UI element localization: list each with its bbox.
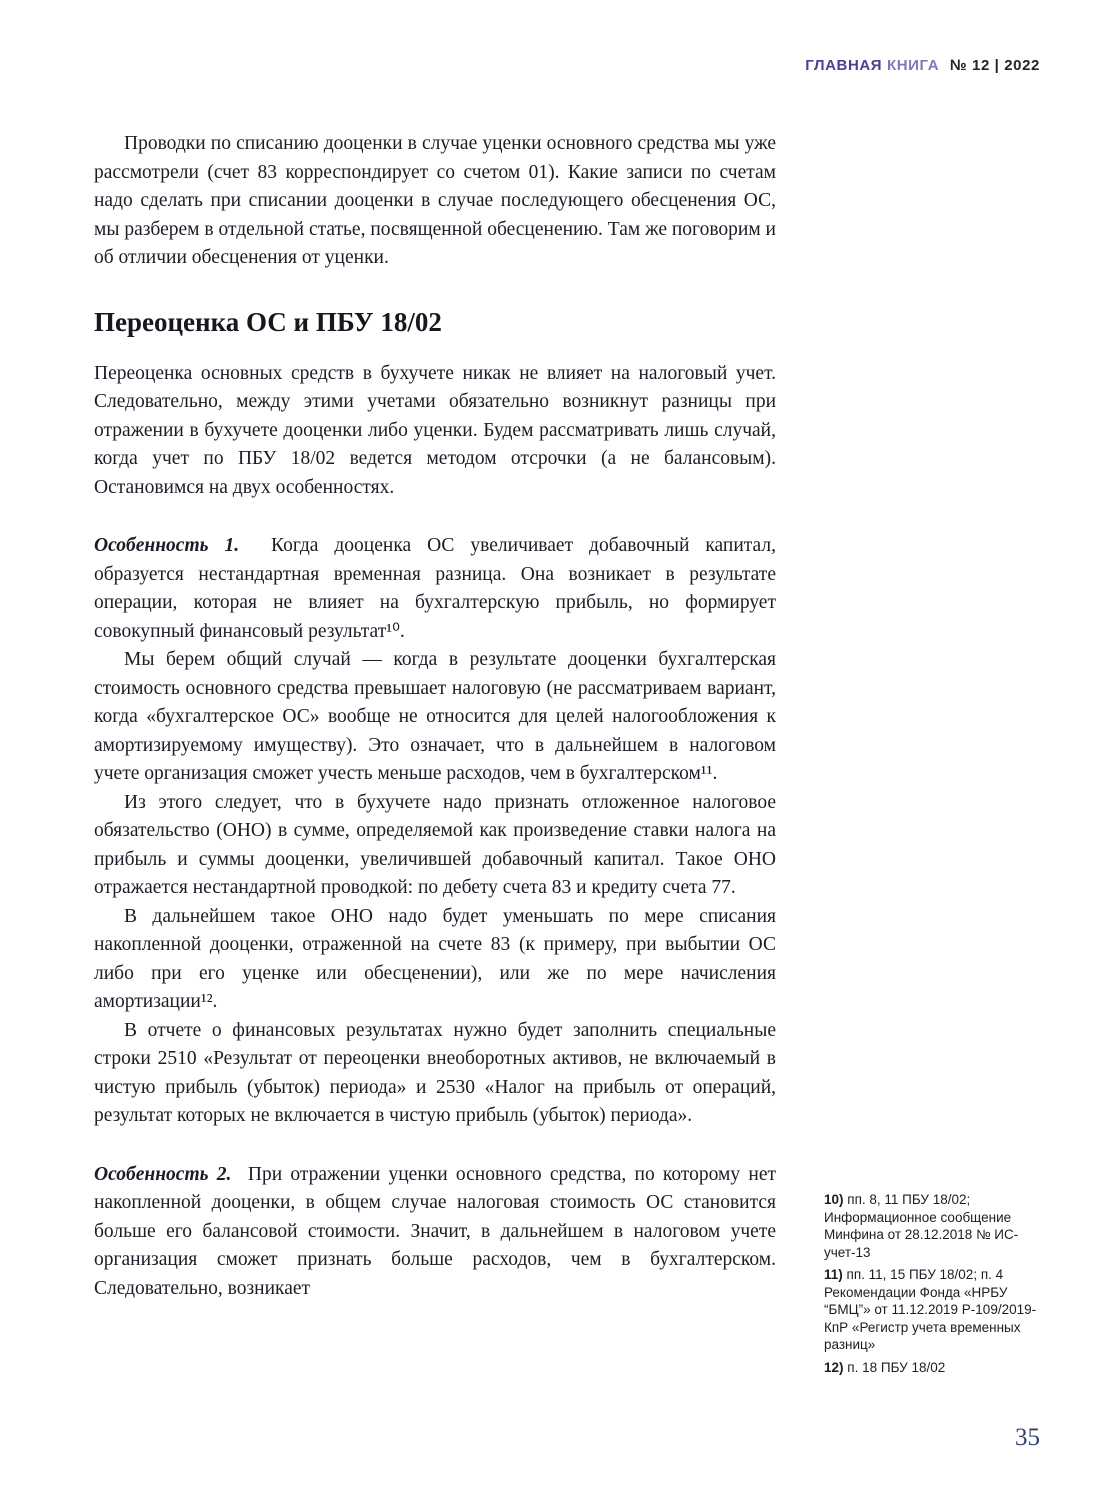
- feature-1-text: Когда дооценка ОС увеличивает добавочный капитал, образуется нестандартная временная разница. Она возникает в результате операции, которая не влияет на бухгалтерскую прибыль, но формирует совокупный финансовый результат¹⁰.: [94, 535, 776, 642]
- intro-paragraph: Проводки по списанию дооценки в случае уценки основного средства мы уже рассмотрели (счет 83 корреспондирует со счетом 01). Какие записи по счетам надо сделать при списании дооценки в случае последующего обесценения ОС, мы разберем в отдельной статье, посвященной обесценению. Там же поговорим и об отличии обесценения от уценки.: [94, 133, 776, 268]
- issue-number: № 12 | 2022: [949, 57, 1040, 74]
- feature-2-text: При отражении уценки основного средства, по которому нет накопленной дооценки, в общем случае налоговая стоимость ОС становится больше его балансовой стоимости. Значит, в дальнейшем в налоговом учете организация сможет признать больше расходов, чем в бухгалтерском. Следовательно, возникает: [94, 1163, 776, 1299]
- feature-2-paragraph: [94, 1161, 776, 1304]
- feature-2-label: Особенность 2.: [94, 1163, 232, 1185]
- magazine-brand-secondary: КНИГА: [886, 57, 940, 74]
- footnote-text: пп. 11, 15 ПБУ 18/02; п. 4 Рекомендации Фонда «НРБУ “БМЦ”» от 11.12.2019 Р-109/2019-КпР «Регистр учета временных разниц»: [824, 1267, 1037, 1352]
- body-paragraph: В дальнейшем такое ОНО надо будет уменьшать по мере списания накопленной дооценки, отраженной на счете 83 (к примеру, при выбытии ОС либо при его уценке или обесценении), или же по мере начисления амортизации¹².: [94, 905, 776, 1012]
- page-number: 35: [1015, 1424, 1040, 1451]
- sidebar-footnotes: [824, 1191, 1044, 1381]
- footnote-text: п. 18 ПБУ 18/02: [847, 1359, 946, 1375]
- footnote: [824, 1266, 1044, 1354]
- feature-1-label: Особенность 1.: [94, 535, 240, 556]
- footnote-number: 12): [824, 1359, 844, 1375]
- section-title: Переоценка ОС и ПБУ 18/02: [94, 306, 442, 337]
- body-paragraph: В отчете о финансовых результатах нужно будет заполнить специальные строки 2510 «Результат от переоценки внеоборотных активов, не включаемый в чистую прибыль (убыток) периода» и 2530 «Налог на прибыль от операций, результат которых не включается в чистую прибыль (убыток) периода».: [94, 1019, 776, 1126]
- article-column: [94, 130, 776, 1303]
- body-paragraph: Из этого следует, что в бухучете надо признать отложенное налоговое обязательство (ОНО) в сумме, определяемой как произведение ставки налога на прибыль и суммы дооценки, увеличившей добавочный капитал. Такое ОНО отражается нестандартной проводкой: по дебету счета 83 и кредиту счета 77.: [94, 791, 776, 898]
- footnote-number: 11): [824, 1267, 843, 1282]
- body-paragraph: Мы берем общий случай — когда в результате дооценки бухгалтерская стоимость основного средства превышает налоговую (не рассматриваем вариант, когда «бухгалтерское ОС» вообще не относится для целей налогообложения к амортизируемому имуществу). Это означает, что в дальнейшем в налоговом учете организация сможет учесть меньше расходов, чем в бухгалтерском¹¹.: [94, 649, 776, 784]
- section-lead-paragraph: Переоценка основных средств в бухучете никак не влияет на налоговый учет. Следовательно, между этими учетами обязательно возникнут разницы при отражении в бухучете дооценки либо уценки. Будем рассматривать лишь случай, когда учет по ПБУ 18/02 ведется методом отсрочки (а не балансовым). Остановимся на двух особенностях.: [94, 362, 776, 498]
- magazine-brand-primary: ГЛАВНАЯ: [805, 57, 883, 74]
- footnote-number: 10): [824, 1192, 844, 1207]
- footnote: [824, 1359, 1044, 1377]
- footnote-text: пп. 8, 11 ПБУ 18/02; Информационное сообщение Минфина от 28.12.2018 № ИС-учет-13: [824, 1192, 1019, 1260]
- footnote: [824, 1191, 1044, 1261]
- feature-1-paragraph: [94, 532, 776, 646]
- running-head: [805, 57, 1040, 74]
